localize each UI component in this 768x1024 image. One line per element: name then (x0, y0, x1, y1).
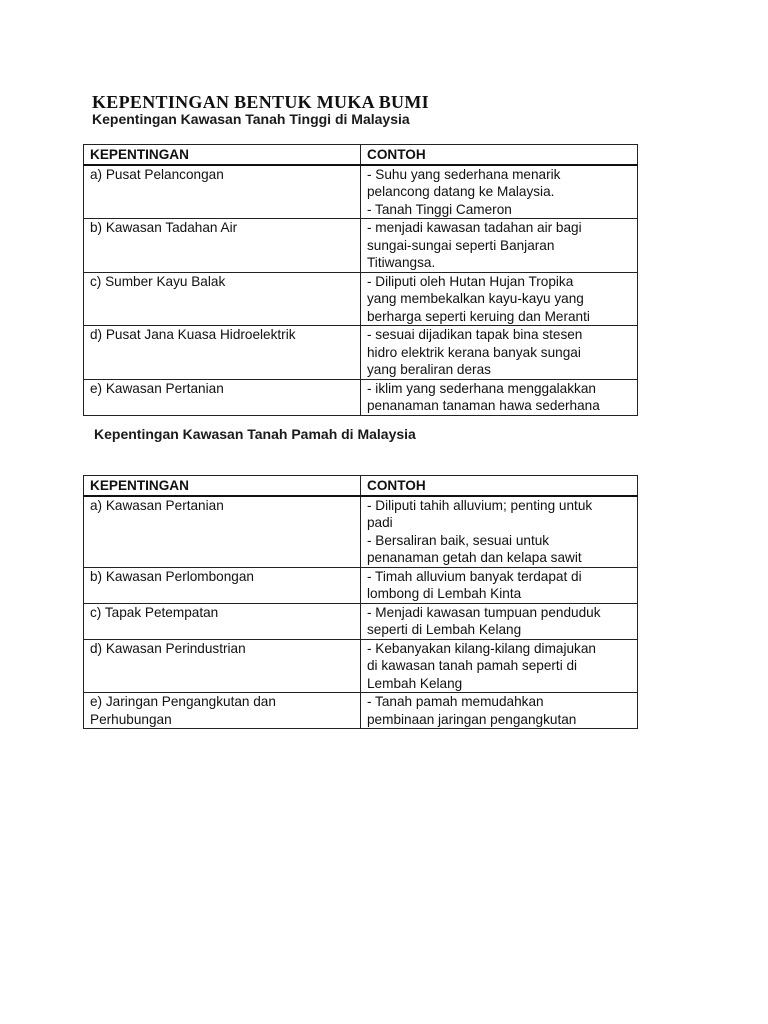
cell-text-line: pelancong datang ke Malaysia. (367, 184, 555, 199)
cell-text-line: b) Kawasan Perlombongan (90, 568, 254, 584)
cell-text-line: e) Kawasan Pertanian (90, 380, 224, 396)
cell-kepentingan (84, 165, 361, 219)
cell-text-line: - Bersaliran baik, sesuai untuk (367, 532, 550, 548)
cell-text-line: - Tanah Tinggi Cameron (367, 201, 512, 217)
cell-text-line: pembinaan jaringan pengangkutan (367, 711, 577, 727)
cell-text-line: di kawasan tanah pamah seperti di (367, 658, 578, 673)
cell-contoh (361, 165, 638, 219)
column-header-kepentingan: KEPENTINGAN (84, 145, 361, 165)
cell-text-line: sungai-sungai seperti Banjaran (367, 237, 555, 253)
cell-contoh (361, 219, 638, 273)
cell-text-line: yang membekalkan kayu-kayu yang (367, 291, 584, 306)
cell-text-line: - sesuai dijadikan tapak bina stesen (367, 327, 583, 342)
column-header-contoh: CONTOH (361, 476, 638, 496)
cell-text-line: - Tanah pamah memudahkan (367, 694, 544, 709)
cell-contoh (361, 326, 638, 380)
cell-text-line: Lembah Kelang (367, 675, 463, 691)
cell-kepentingan (84, 567, 361, 603)
table-row (84, 603, 638, 639)
cell-text-line: a) Pusat Pelancongan (90, 166, 224, 182)
cell-text-line: - Diliputi tahih alluvium; penting untuk (367, 497, 593, 513)
cell-contoh (361, 693, 638, 729)
cell-text-line: hidro elektrik kerana banyak sungai (367, 344, 581, 360)
cell-contoh (361, 639, 638, 693)
cell-contoh (361, 379, 638, 415)
cell-text-line: - Diliputi oleh Hutan Hujan Tropika (367, 273, 574, 289)
cell-text-line: yang beraliran deras (367, 362, 491, 377)
cell-kepentingan (84, 272, 361, 326)
cell-text-line: - Kebanyakan kilang-kilang dimajukan (367, 640, 596, 656)
cell-text-line: Perhubungan (90, 711, 172, 727)
cell-text-line: penanaman getah dan kelapa sawit (367, 550, 582, 565)
cell-text-line: - Menjadi kawasan tumpuan penduduk (367, 604, 601, 620)
cell-contoh (361, 272, 638, 326)
cell-text-line: - Suhu yang sederhana menarik (367, 166, 561, 182)
table-row (84, 326, 638, 380)
table-row (84, 272, 638, 326)
document-title: KEPENTINGAN BENTUK MUKA BUMI (92, 92, 429, 112)
cell-text-line: - iklim yang sederhana menggalakkan (367, 380, 596, 396)
cell-kepentingan (84, 219, 361, 273)
cell-contoh (361, 496, 638, 568)
cell-text-line: c) Tapak Petempatan (90, 604, 219, 620)
cell-kepentingan (84, 379, 361, 415)
cell-text-line: b) Kawasan Tadahan Air (90, 220, 238, 235)
table-row (84, 379, 638, 415)
cell-text-line: penanaman tanaman hawa sederhana (367, 398, 600, 413)
section-heading-tanah-tinggi: Kepentingan Kawasan Tanah Tinggi di Malaysia (92, 111, 410, 127)
cell-text-line: - menjadi kawasan tadahan air bagi (367, 220, 582, 235)
cell-text-line: seperti di Lembah Kelang (367, 622, 522, 637)
table-row (84, 639, 638, 693)
cell-kepentingan (84, 603, 361, 639)
table-row (84, 219, 638, 273)
cell-text-line: d) Pusat Jana Kuasa Hidroelektrik (90, 327, 296, 342)
cell-text-line: berharga seperti keruing dan Meranti (367, 308, 590, 324)
cell-kepentingan (84, 639, 361, 693)
cell-text-line: lombong di Lembah Kinta (367, 586, 522, 601)
column-header-kepentingan: KEPENTINGAN (84, 476, 361, 496)
table-tanah-pamah (83, 475, 638, 729)
table-header-row (84, 476, 638, 496)
cell-kepentingan (84, 496, 361, 568)
cell-contoh (361, 567, 638, 603)
table-row (84, 165, 638, 219)
cell-contoh (361, 603, 638, 639)
table-row (84, 693, 638, 729)
cell-text-line: Titiwangsa. (367, 255, 436, 270)
cell-text-line: d) Kawasan Perindustrian (90, 640, 246, 656)
table-header-row (84, 145, 638, 165)
cell-text-line: padi (367, 515, 393, 530)
cell-kepentingan (84, 693, 361, 729)
cell-kepentingan (84, 326, 361, 380)
table-row (84, 567, 638, 603)
section-heading-tanah-pamah: Kepentingan Kawasan Tanah Pamah di Malaysia (94, 426, 416, 442)
cell-text-line: - Timah alluvium banyak terdapat di (367, 568, 582, 584)
table-tanah-tinggi (83, 144, 638, 416)
table-row (84, 496, 638, 568)
cell-text-line: a) Kawasan Pertanian (90, 497, 224, 513)
column-header-contoh: CONTOH (361, 145, 638, 165)
cell-text-line: c) Sumber Kayu Balak (90, 273, 226, 289)
cell-text-line: e) Jaringan Pengangkutan dan (90, 694, 276, 709)
